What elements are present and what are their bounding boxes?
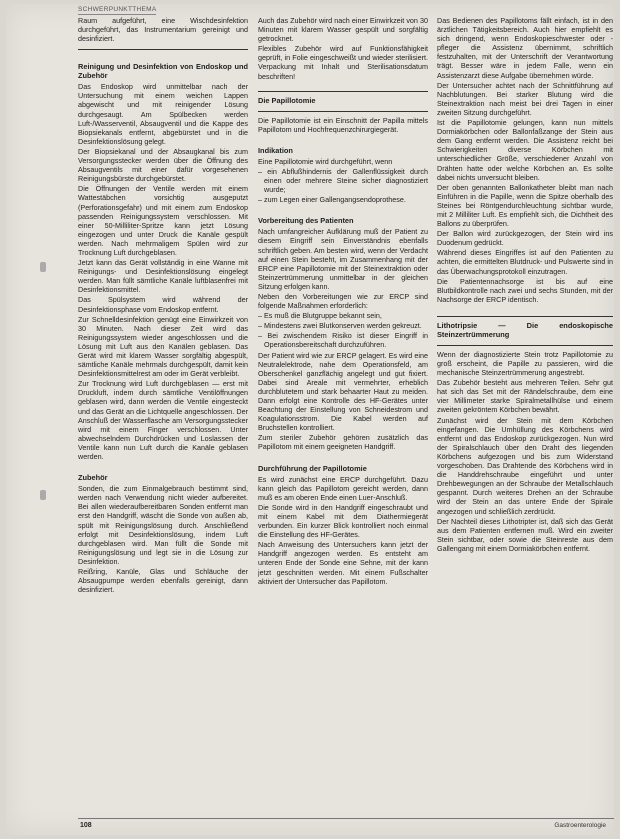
paragraph: Auch das Zubehör wird nach einer Einwirkzeit von 30 Minuten mit klarem Wasser gespült und sorgfältig getrocknet.	[258, 16, 428, 44]
paragraph: Zunächst wird der Stein mit dem Körbchen eingefangen. Die Umhüllung des Körbchens wird entfernt und das Endoskop zurückgezogen. Nun wird der Spiralschlauch über den Draht des liegenden Körbchens aufgezogen und bis zum Widerstand vorgeschoben. Das Drahtende des Körbchens wird in die Handdrehschraube eingeführt und unter Drehbewegungen an der Schraube der Metallschlauch gespannt. Durch weiteres Drehen an der Schraube wird der Stein an das untere Ende der Spirale angezogen und schließlich zerdrückt.	[437, 415, 613, 516]
paragraph: Flexibles Zubehör wird auf Funktionsfähigkeit geprüft, in Folie eingeschweißt und wieder sterilisiert. Verpackung mit Inhalt und Sterilisationsdatum beschriften!	[258, 44, 428, 81]
paragraph: Zur Schnelldesinfektion genügt eine Einwirkzeit von 30 Minuten. Nach dieser Zeit wird das Reinigungssystem wieder angeschlossen und die Lösung mit Luft aus den Kanälen geblasen. Das Gerät wird mit klarem Wasser sorgfältig abgespült, sämtliche Kanäle mehrmals durchgespült, damit kein Desinfektionsmittelrest am oder im Gerät verbleibt.	[78, 314, 248, 379]
paragraph: Wenn der diagnostizierte Stein trotz Papillotomie zu groß erscheint, die Papille zu passieren, wird die mechanische Steinzertrümmerung angestrebt.	[437, 349, 613, 378]
paragraph: Der oben genannten Ballonkatheter bleibt man nach Einführen in die Papille, wenn die Spitze oberhalb des Steines bei Röntgendurchleuchtung sichtbar wurde, mit 2 Milliliter Luft. Es empfiehlt sich, die Dichtheit des Ballons zu überprüfen.	[437, 182, 613, 229]
section-title: Lithotripsie — Die endoskopische Steinzertrümmerung	[437, 320, 613, 339]
section-heading: Zubehör	[78, 473, 108, 483]
paragraph: Der Ballon wird zurückgezogen, der Stein wird ins Duodenum gedrückt.	[437, 229, 613, 248]
binder-hole	[40, 490, 46, 500]
document-page	[6, 4, 614, 835]
journal-footer: Gastroenterologie	[554, 822, 606, 829]
paragraph: Der Biopsiekanal und der Absaugkanal bis zum Versorgungsstecker werden über die Öffnung des Absaugventils mit einer dafür vorgesehenen Reinigungsbürste durchgebürstet.	[78, 146, 248, 184]
paragraph: Der Patient wird wie zur ERCP gelagert. Es wird eine Neutralelektrode, nahe dem Operationsfeld, am Oberschenkel ganzflächig angelegt und gut fixiert. Dabei sind Areale mit vermehrter, erheblich durchblutetem und stark behaarter Haut zu meiden. Dann erfolgt eine Kontrolle des HF-Gerätes unter Beachtung der Einstellung von Schneidestrom und Koagulationsstrom. Die Kabel werden auf Bruchstellen kontrolliert.	[258, 350, 428, 433]
paragraph: Eine Papillotomie wird durchgeführt, wenn	[258, 156, 393, 166]
section-rule	[258, 91, 428, 92]
footer-rule	[78, 818, 614, 819]
column-3	[437, 16, 613, 821]
paragraph: Es wird zunächst eine ERCP durchgeführt. Dazu kann gleich das Papillotom gereicht werden, dann muß es am oberen Ende einen Luer-Anschluß.	[258, 474, 428, 502]
paragraph: Jetzt kann das Gerät vollständig in eine Wanne mit Reinigungs- und Desinfektionslösung eingelegt werden. Man füllt sämtliche Kanäle luftblasenfrei mit Desinfektionsmittel.	[78, 258, 248, 295]
paragraph: Raum aufgeführt, eine Wischdesinfektion durchgeführt, das Instrumentarium gereinigt und desinfiziert.	[78, 16, 248, 44]
running-head: SCHWERPUNKTTHEMA	[78, 6, 157, 13]
paragraph: Zum steriler Zubehör gehören zusätzlich das Papillotom mit einem geeigneten Handgriff.	[258, 433, 428, 452]
list-item: – zum Legen einer Gallengangsendoprothese.	[258, 195, 406, 205]
column-2	[258, 16, 428, 821]
column-1	[78, 16, 248, 821]
list-item: – Bei zwischendem Risiko ist dieser Eingriff in Operationsbereitschaft durchzuführen.	[258, 331, 428, 350]
list-item: – Es muß die Blutgruppe bekannt sein,	[258, 311, 382, 321]
subheading: Durchführung der Papillotomie	[258, 463, 367, 473]
section-title: Die Papillotomie	[258, 95, 316, 105]
paragraph: Das Spülsystem wird während der Desinfektionsphase vom Endoskop entfernt.	[78, 295, 248, 314]
section-rule	[258, 111, 428, 112]
paragraph: Das Zubehör besteht aus mehreren Teilen. Sehr gut hat sich das Set mit der Rändelschraube, dem eine vier Millimeter starke Spiralmetallhülse und einem zweiten gekröntem Körbchen bewährt.	[437, 378, 613, 415]
subheading: Indikation	[258, 145, 293, 155]
paragraph: Neben den Vorbereitungen wie zur ERCP sind folgende Maßnahmen erforderlich:	[258, 291, 428, 311]
paragraph: Reißring, Kanüle, Glas und Schläuche der Absaugpumpe werden ebenfalls gereinigt, dann desinfiziert.	[78, 566, 248, 595]
paragraph: Der Untersucher achtet nach der Schnittführung auf Nachblutungen. Bei starker Blutung wird die Steinextraktion nach meist bei drei Tagen in einer zweiten Sitzung durchgeführt.	[437, 80, 613, 117]
paragraph: Das Bedienen des Papillotoms fällt einfach, ist in den ärztlichen Tätigkeitsbereich. Auch hier empfiehlt es sich dringend, wenn Endoskopieschwester oder -pfleger die Assistenz übernimmt, schriftlich festzuhalten, mit der Unterschrift der Verantwortung trägt. Besser wäre in jedem Falle, wenn ein Assistenzarzt diese Aufgabe übernehmen würde.	[437, 16, 613, 80]
paragraph: Sonden, die zum Einmalgebrauch bestimmt sind, werden nach Verwendung nicht wieder aufbereitet. Bei allen wiederaufbereitbaren Sonden entfernt man erst den Handgriff, wäscht die Sonde von außen ab, spült mit Reinigungslösung durch. Anschließend erfolgt mit Desinfektionslösung, indem Luft durchgeblasen wird. Man füllt die Sonde mit Reinigungslösung und legt sie in die Lösung zur Desinfektion.	[78, 484, 248, 566]
paragraph: Nach umfangreicher Aufklärung muß der Patient zu diesem Eingriff sein Einverständnis ebenfalls schriftlich geben. Am besten wird, wenn der Verdacht auf einen Stein besteht, im Zusammenhang mit der ERCP eine Papillotomie mit der Steinextraktion oder Steinzertrümmerung unmittelbar in der gleichen Sitzung erfolgen kann.	[258, 227, 428, 291]
section-rule	[437, 345, 613, 346]
paragraph: Zur Trocknung wird Luft durchgeblasen — erst mit Druckluft, indem durch sämtliche Ventilöffnungen geblasen wird, dann werden die Ventile eingesteckt und das Gerät an die Lichtquelle angeschlossen. Der Anschluß der Wasserflasche am Versorgungsstecker wird mit einem Finger verschlossen. Unter abwechselndem Durchdrücken und Loslassen der Ventile kann nun Luft durch die Kanäle geblasen werden.	[78, 379, 248, 462]
list-item: – Mindestens zwei Blutkonserven werden gekreuzt.	[258, 321, 422, 331]
paragraph: Die Patientennachsorge ist bis auf eine Blutbildkontrolle nach zwei und sechs Stunden, mit der Nachsorge der ERCP identisch.	[437, 276, 613, 304]
paragraph: Die Sonde wird in den Handgriff eingeschraubt und mit einem Kabel mit dem Diathermiegerät verbunden. Ein kurzer Blick kontrolliert noch einmal die Einstellung des HF-Gerätes.	[258, 502, 428, 540]
subheading: Vorbereitung des Patienten	[258, 216, 354, 226]
paragraph: Die Papillotomie ist ein Einschnitt der Papilla mittels Papillotom und Hochfrequenzchirurgiegerät.	[258, 115, 428, 134]
paragraph: Die Öffnungen der Ventile werden mit einem Wattestäbchen vorsichtig ausgeputzt (Perforationsgefahr) und mit einem zum Endoskop passenden Reinigungssystem verschlossen. Mit einer 50-Milliliter-Spritze kann jetzt Lösung eingezogen und unter Druck die Kanäle gespült werden. Nach mehrmaligem Spülen wird zur Trocknung Luft durchgeblasen.	[78, 184, 248, 257]
list-item: – ein Abflußhindernis der Gallenflüssigkeit durch einen oder mehrere Steine sicher diagnostiziert wurde;	[258, 166, 428, 195]
paragraph: Ist die Papillotomie gelungen, kann nun mittels Dormiakörbchen oder Ballonfaßzange der Stein aus dem Gang entfernt werden. Die Assistenz reicht bei Schwierigkeiten diverse Körbchen mit unterschiedlicher Größe, verschiedener Anzahl von Drähten hatte oder welche Körbchen an. Es sollte dabei nichts unversucht bleiben.	[437, 118, 613, 182]
binder-hole	[40, 262, 46, 272]
paragraph: Das Endoskop wird unmittelbar nach der Untersuchung mit einem weichen Lappen abgewischt und mit reinigender Lösung durchgesaugt. Am Spülbecken werden Luft-/Wasserventil, Absaugventil und die Kappe des Biopsiekanals entfernt, abgebürstet und in die Desinfektionslösung gelegt.	[78, 82, 248, 146]
paragraph: Der Nachteil dieses Lithotripter ist, daß sich das Gerät aus dem Patienten entfernen muß. Wird ein zweiter Stein sichtbar, oder sowie die Steinreste aus dem Gallengang mit einem Dormiakörbchen entfernt.	[437, 516, 613, 553]
paragraph: Nach Anweisung des Untersuchers kann jetzt der Handgriff angezogen werden. Es entsteht am unteren Ende der Sonde eine Sehne, mit der kann jetzt geschnitten werden. Mit einem Fußschalter aktiviert der Untersucher das Papillotom.	[258, 540, 428, 586]
paragraph: Während dieses Eingriffes ist auf den Patienten zu achten, die ermittelten Blutdruck- und Pulswerte sind in das Überwachungsprotokoll einzutragen.	[437, 248, 613, 276]
section-rule	[78, 49, 248, 50]
page-number: 108	[80, 822, 92, 829]
section-rule	[437, 316, 613, 317]
section-heading: Reinigung und Desinfektion von Endoskop und Zubehör	[78, 62, 248, 81]
